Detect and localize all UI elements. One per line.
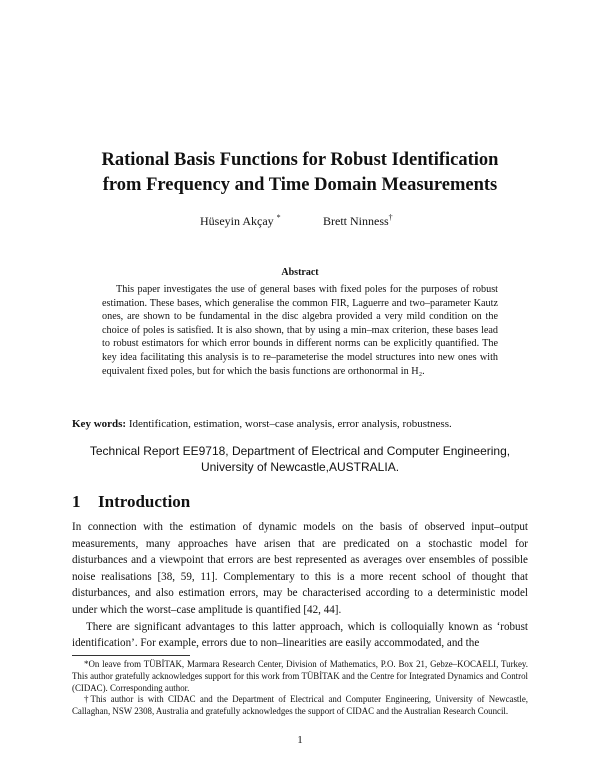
author-1-name: Hüseyin Akçay — [200, 214, 274, 228]
author-2-mark: † — [388, 213, 393, 222]
author-2 — [323, 213, 393, 229]
title-line-2: from Frequency and Time Domain Measurements — [102, 175, 498, 195]
author-2-name: Brett Ninness — [323, 214, 389, 228]
footnote-1: *On leave from TÜBİTAK, Marmara Research Center, Division of Mathematics, P.O. Box 21, Gebze–KOCAELI, Turkey. This author gratefully acknowledges support for this work from TÜBİTAK and the Centre for Integrated Dynamics and Control (CIDAC). Corresponding author. — [72, 659, 528, 693]
keywords-label: Key words: — [72, 418, 127, 430]
section-title: Introduction — [98, 492, 191, 511]
author-1 — [200, 213, 281, 229]
intro-body — [72, 519, 528, 652]
intro-paragraph-2: There are significant advantages to this latter approach, which is colloquially known as ‘robust identification’. For example, errors due to non–linearities are easily accommodated, and the — [72, 620, 528, 650]
paper-title — [40, 148, 560, 198]
abstract — [102, 283, 498, 378]
report-line-2: University of Newcastle,AUSTRALIA. — [200, 459, 400, 474]
section-heading — [72, 492, 190, 512]
author-1-mark: * — [276, 213, 281, 222]
page-number: 1 — [297, 734, 303, 746]
keywords — [72, 418, 532, 430]
title-line-1: Rational Basis Functions for Robust Identification — [101, 150, 499, 170]
section-number: 1 — [72, 492, 81, 511]
intro-paragraph-1: In connection with the estimation of dynamic models on the basis of observed input–output measurements, many approaches have arisen that are predicated on a stochastic model for disturbances and a viewpoint that errors are best represented as averages over ensembles of possible noise realisations [38, 59, 11]. Complementary to this is a more recent school of thought that disturbances, and also estimation errors, may be characterised according to a deterministic model under which the worst–case amplitude is quantified [42, 44]. — [72, 521, 528, 616]
abstract-text: This paper investigates the use of general bases with fixed poles for the purposes of robust estimation. These bases, which generalise the common FIR, Laguerre and two–parameter Kautz ones, are shown to be fundamental in the disc algebra provided a very mild condition on the choice of poles is satisfied. It is also shown, that by using a min–max criterion, these bases lead to robust estimators for which error bounds in different norms can be explicitly quantified. The key idea facilitating this analysis is to re–parameterise the model structures into new ones with equivalent fixed poles, but for which the basis functions are orthonormal in H₂. — [102, 284, 498, 377]
technical-report-note — [60, 444, 540, 475]
report-line-1: Technical Report EE9718, Department of Electrical and Computer Engineering, — [89, 444, 511, 458]
footnote-rule — [72, 655, 190, 656]
footnote-2: †This author is with CIDAC and the Department of Electrical and Computer Engineering, University of Newcastle, Callaghan, NSW 2308, Australia and gratefully acknowledges the support of CIDAC and the Australian Research Council. — [72, 694, 528, 717]
footnotes — [72, 659, 528, 718]
abstract-heading: Abstract — [281, 267, 319, 278]
keywords-text: Identification, estimation, worst–case analysis, error analysis, robustness. — [128, 418, 452, 430]
